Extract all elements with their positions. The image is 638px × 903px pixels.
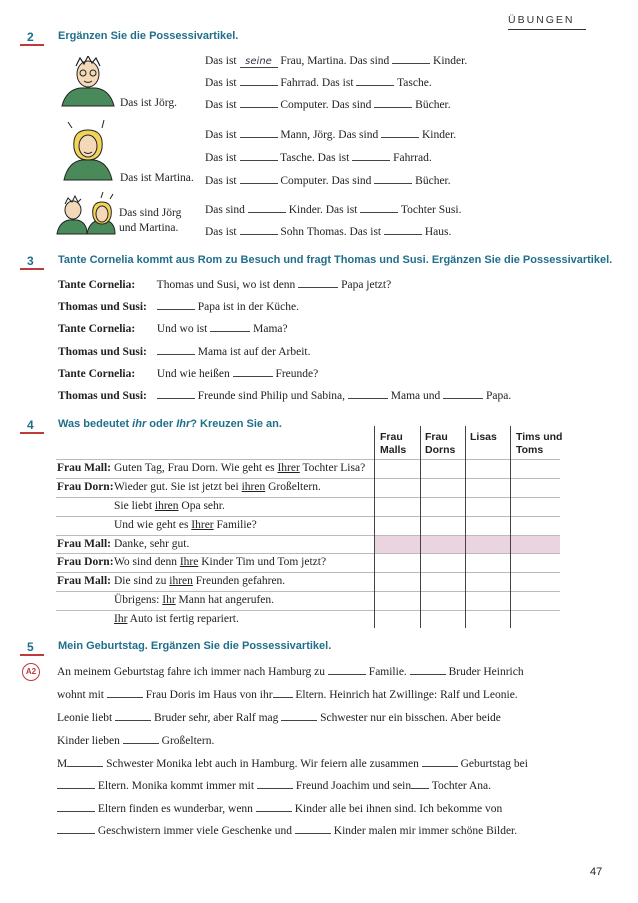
text-segment: Das ist — [205, 55, 237, 67]
underlined-word: Ihrer — [191, 519, 214, 531]
col-lisas: Lisas — [470, 431, 497, 443]
dialogue-row — [58, 320, 288, 335]
answer-blank[interactable] — [233, 365, 273, 377]
caption-joerg: Das ist Jörg. — [120, 97, 177, 109]
table-rule — [56, 553, 560, 554]
text-segment: Mama ist auf der Arbeit. — [197, 346, 311, 358]
table-divider — [420, 426, 421, 628]
answer-blank[interactable] — [257, 777, 293, 789]
speaker: Frau Dorn: — [57, 481, 114, 493]
text-segment: Schwester nur ein bisschen. Aber beide — [317, 712, 501, 724]
underlined-word: ihren — [154, 500, 179, 512]
col-header-line: Toms — [516, 444, 544, 456]
exercise-3-number-underline — [20, 268, 44, 270]
paragraph-line — [57, 709, 501, 724]
answer-blank[interactable] — [157, 387, 195, 399]
answer-blank[interactable] — [210, 320, 250, 332]
answer-blank[interactable] — [411, 777, 429, 789]
exercise-3-number: 3 — [27, 254, 34, 268]
paragraph-line — [57, 822, 517, 837]
text-segment: Kinder. — [421, 129, 457, 141]
text-segment: Opa sehr. — [178, 500, 225, 512]
answer-blank[interactable] — [356, 74, 394, 86]
table-divider — [465, 426, 466, 628]
text-segment: Mama? — [253, 323, 288, 335]
paragraph-line — [57, 686, 518, 701]
text-segment: Und wie geht es — [114, 519, 192, 531]
text-segment: Leonie liebt — [57, 712, 116, 724]
table-rule — [56, 572, 560, 573]
dialogue-row — [58, 343, 310, 358]
text-segment: Das ist — [205, 129, 237, 141]
dialogue-row — [57, 481, 321, 493]
text-segment: Fahrrad. — [393, 152, 432, 164]
answer-blank[interactable] — [328, 663, 366, 675]
underlined-word: Ihre — [179, 556, 199, 568]
exercise-4-title — [58, 418, 282, 430]
text-segment: Wieder gut. Sie ist jetzt bei — [114, 481, 242, 493]
text-segment: Mann hat angerufen. — [175, 594, 275, 606]
exercise-2-title: Ergänzen Sie die Possessivartikel. — [58, 30, 239, 42]
text-segment: Schwester Monika lebt auch in Hamburg. Wir feiern alle zusammen — [103, 758, 422, 770]
col-header-line: Malls — [380, 444, 407, 456]
text-segment: Und wie heißen — [156, 368, 230, 380]
answer-blank[interactable] — [248, 201, 286, 213]
text-segment: Papa jetzt? — [341, 279, 392, 291]
text-segment: Und wo ist — [156, 323, 208, 335]
speaker: Tante Cornelia: — [58, 279, 136, 291]
text-segment: Eltern. Monika kommt immer mit — [95, 780, 257, 792]
col-header-line: Dorns — [425, 444, 456, 456]
martina-illustration — [60, 118, 116, 182]
col-frau-malls — [380, 431, 406, 457]
answer-blank[interactable] — [57, 822, 95, 834]
text-segment: Das ist — [205, 226, 237, 238]
page-number: 47 — [590, 866, 603, 878]
answer-blank[interactable] — [240, 126, 278, 138]
text-segment: M — [57, 758, 68, 770]
answer-blank[interactable] — [67, 755, 103, 767]
title-Ihr: Ihr — [176, 418, 191, 430]
text-segment: Das ist — [205, 152, 237, 164]
caption-martina: Das ist Martina. — [120, 172, 194, 184]
col-header-line: Tims und — [516, 431, 563, 443]
text-segment: Fahrrad. Das ist — [280, 77, 354, 89]
text-segment: Kinder. — [433, 55, 468, 67]
section-header: ÜBUNGEN — [508, 14, 586, 30]
text-segment: Das ist — [205, 175, 237, 187]
text-segment: Geschwistern immer viele Geschenke und — [95, 825, 295, 837]
table-rule — [56, 497, 560, 498]
ex2-line — [205, 201, 461, 216]
answer-blank[interactable] — [360, 201, 398, 213]
text-segment: Geburtstag bei — [457, 758, 528, 770]
title-part: oder — [146, 418, 177, 430]
underlined-word: Ihr — [114, 613, 128, 625]
answer-blank[interactable] — [240, 74, 278, 86]
text-segment: Kinder lieben — [57, 735, 123, 747]
col-frau-dorns — [425, 431, 455, 457]
text-segment: Papa. — [486, 390, 512, 402]
answer-blank[interactable] — [256, 800, 292, 812]
answer-blank[interactable] — [240, 223, 278, 235]
text-segment: Eltern. Heinrich hat Zwillinge: Ralf und Leonie. — [292, 689, 518, 701]
text-segment: Kinder. Das ist — [288, 204, 358, 216]
paragraph-line — [57, 755, 528, 770]
speaker: Thomas und Susi: — [58, 301, 147, 313]
answer-blank[interactable] — [157, 343, 195, 355]
ex2-line — [205, 223, 451, 238]
highlight-row — [374, 535, 560, 553]
speaker: Thomas und Susi: — [58, 346, 147, 358]
dialogue-row — [57, 538, 189, 550]
text-segment: Computer. Das sind — [280, 99, 372, 111]
exercise-5-number: 5 — [27, 640, 34, 654]
underlined-word: ihren — [241, 481, 266, 493]
text-segment: Tasche. Das ist — [280, 152, 350, 164]
answer-blank[interactable] — [374, 172, 412, 184]
ex2-line — [205, 96, 451, 111]
text-segment: Bücher. — [415, 175, 451, 187]
speaker: Frau Dorn: — [57, 556, 114, 568]
text-segment: Großeltern. — [158, 735, 215, 747]
text-segment: Frau Doris im Haus von ihr — [142, 689, 273, 701]
answer-blank[interactable] — [298, 276, 338, 288]
dialogue-row — [58, 276, 391, 291]
paragraph-line — [57, 777, 491, 792]
answer-blank[interactable] — [115, 709, 151, 721]
text-segment: Bruder sehr, aber Ralf mag — [151, 712, 282, 724]
exercise-5-title: Mein Geburtstag. Ergänzen Sie die Possessivartikel. — [58, 640, 332, 652]
col-tims-und-toms — [516, 431, 562, 457]
level-badge: A2 — [22, 663, 40, 681]
text-segment: Tasche. — [397, 77, 432, 89]
col-header-line: Frau — [425, 431, 448, 443]
text-segment: wohnt mit — [57, 689, 107, 701]
answer-blank[interactable] — [281, 709, 317, 721]
text-segment: Danke, sehr gut. — [114, 538, 190, 550]
ex2-line — [205, 172, 451, 187]
dialogue-row — [57, 575, 285, 587]
answer-blank[interactable] — [123, 732, 159, 744]
example-answer[interactable]: seine — [240, 56, 278, 68]
title-part: ? Kreuzen Sie an. — [190, 418, 282, 430]
answer-blank[interactable] — [107, 686, 143, 698]
table-divider — [510, 426, 511, 628]
answer-blank[interactable] — [410, 663, 446, 675]
text-segment: Mama und — [390, 390, 441, 402]
text-segment: Haus. — [424, 226, 452, 238]
text-segment: Kinder Tim und Tom jetzt? — [198, 556, 327, 568]
text-segment: Großeltern. — [265, 481, 321, 493]
answer-blank[interactable] — [295, 822, 331, 834]
text-segment: An meinem Geburtstag fahre ich immer nach Hamburg zu — [57, 666, 328, 678]
answer-blank[interactable] — [422, 755, 458, 767]
dialogue-row — [57, 594, 274, 606]
answer-blank[interactable] — [348, 387, 388, 399]
speaker: Thomas und Susi: — [58, 390, 147, 402]
text-segment: Sohn Thomas. Das ist — [280, 226, 382, 238]
answer-blank[interactable] — [273, 686, 293, 698]
exercise-2-number: 2 — [27, 30, 34, 44]
ex2-line — [205, 52, 467, 68]
text-segment: Bücher. — [415, 99, 451, 111]
answer-blank[interactable] — [443, 387, 483, 399]
ex2-line — [205, 149, 432, 164]
col-header-line: Frau — [380, 431, 403, 443]
table-rule — [56, 516, 560, 517]
text-segment: Computer. Das sind — [280, 175, 372, 187]
answer-blank[interactable] — [57, 777, 95, 789]
text-segment: Familie? — [213, 519, 257, 531]
text-segment: Tochter Lisa? — [299, 462, 366, 474]
text-segment: Guten Tag, Frau Dorn. Wie geht es — [114, 462, 278, 474]
speaker: Frau Mall: — [57, 462, 111, 474]
answer-blank[interactable] — [384, 223, 422, 235]
exercise-3-title: Tante Cornelia kommt aus Rom zu Besuch und fragt Thomas und Susi. Ergänzen Sie die Possessivartikel. — [58, 254, 613, 266]
answer-blank[interactable] — [57, 800, 95, 812]
text-segment: Tochter Susi. — [400, 204, 462, 216]
table-rule — [56, 459, 560, 460]
text-segment: Freunde sind Philip und Sabina, — [197, 390, 346, 402]
text-segment: Freund Joachim und sein — [292, 780, 412, 792]
ex2-line — [205, 126, 456, 141]
text-segment: Freunde? — [275, 368, 319, 380]
dialogue-row — [57, 462, 365, 474]
exercise-2-number-underline — [20, 44, 44, 46]
paragraph-line — [57, 732, 214, 747]
text-segment: Mann, Jörg. Das sind — [280, 129, 379, 141]
speaker: Tante Cornelia: — [58, 323, 136, 335]
caption-couple-line1: Das sind Jörg — [119, 207, 182, 219]
speaker: Frau Mall: — [57, 575, 111, 587]
dialogue-row — [57, 500, 225, 512]
paragraph-line — [57, 800, 502, 815]
text-segment: Die sind zu — [114, 575, 170, 587]
table-divider — [374, 426, 375, 628]
text-segment: Das sind — [205, 204, 245, 216]
exercise-5-number-underline — [20, 654, 44, 656]
exercise-4-number-underline — [20, 432, 44, 434]
answer-blank[interactable] — [374, 96, 412, 108]
text-segment: Übrigens: — [114, 594, 163, 606]
exercise-4-number: 4 — [27, 418, 34, 432]
couple-illustration — [55, 190, 117, 236]
text-segment: Wo sind denn — [114, 556, 180, 568]
text-segment: Familie. — [365, 666, 410, 678]
joerg-illustration — [60, 56, 116, 108]
table-rule — [56, 535, 560, 536]
text-segment: Thomas und Susi, wo ist denn — [156, 279, 296, 291]
title-ihr: ihr — [132, 418, 147, 430]
speaker: Frau Mall: — [57, 538, 111, 550]
ex2-line — [205, 74, 432, 89]
dialogue-row — [58, 298, 299, 313]
speaker: Tante Cornelia: — [58, 368, 136, 380]
text-segment: Das ist — [205, 99, 237, 111]
dialogue-row — [57, 556, 326, 568]
text-segment: Eltern finden es wunderbar, wenn — [95, 803, 256, 815]
answer-blank[interactable] — [352, 149, 390, 161]
text-segment: Freunden gefahren. — [192, 575, 286, 587]
answer-blank[interactable] — [381, 126, 419, 138]
dialogue-row — [58, 365, 318, 380]
dialogue-row — [57, 519, 257, 531]
dialogue-row — [58, 387, 511, 402]
underlined-word: ihren — [169, 575, 193, 587]
text-segment: Bruder Heinrich — [445, 666, 524, 678]
text-segment: Tochter Ana. — [429, 780, 492, 792]
text-segment: Das ist — [205, 77, 237, 89]
paragraph-line — [57, 663, 524, 678]
text-segment: Papa ist in der Küche. — [197, 301, 299, 313]
answer-blank[interactable] — [392, 52, 430, 64]
table-rule — [56, 591, 560, 592]
table-rule — [56, 478, 560, 479]
text-segment: Kinder alle bei ihnen sind. Ich bekomme von — [291, 803, 503, 815]
table-rule — [56, 610, 560, 611]
caption-couple-line2: und Martina. — [119, 222, 179, 234]
answer-blank[interactable] — [240, 96, 278, 108]
title-part: Was bedeutet — [58, 418, 133, 430]
underlined-word: Ihrer — [277, 462, 300, 474]
dialogue-row — [57, 613, 239, 625]
text-segment: Sie liebt — [114, 500, 155, 512]
answer-blank[interactable] — [240, 149, 278, 161]
answer-blank[interactable] — [157, 298, 195, 310]
underlined-word: Ihr — [162, 594, 176, 606]
answer-blank[interactable] — [240, 172, 278, 184]
text-segment: Frau, Martina. Das sind — [280, 55, 390, 67]
text-segment: Kinder malen mir immer schöne Bilder. — [330, 825, 518, 837]
text-segment: Auto ist fertig repariert. — [127, 613, 239, 625]
